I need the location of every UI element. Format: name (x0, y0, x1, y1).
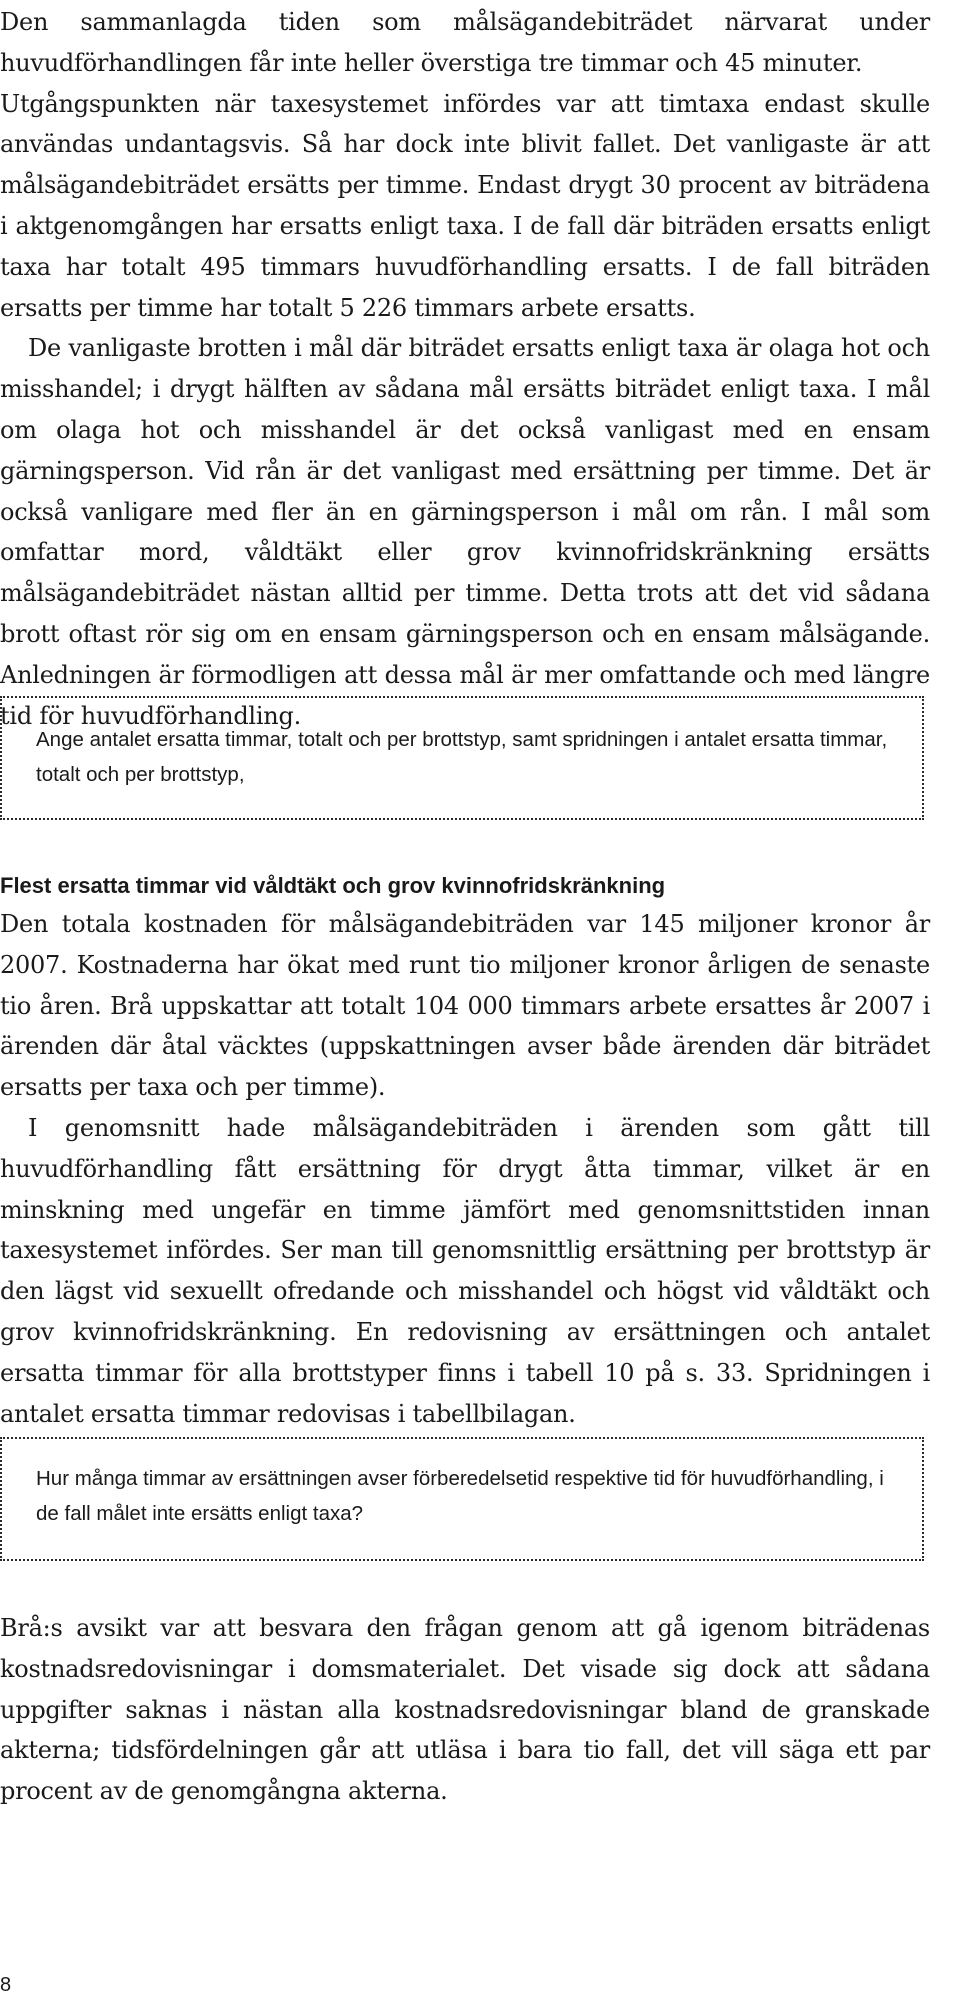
conclusion-text-block (0, 1608, 930, 1812)
paragraph-total-cost: Den totala kostnaden för målsägandebiträden var 145 miljoner kronor år 2007. Kostnaderna har ökat med runt tio miljoner kronor årligen de senaste tio åren. Brå uppskattar att totalt 104 000 timmars arbete ersattes år 2007 i ärenden där åtal väcktes (uppskattningen avser både ärenden där biträdet ersatts per taxa och per timme). (0, 910, 930, 1102)
paragraph-cost-reports: Brå:s avsikt var att besvara den frågan genom att gå igenom biträdenas kostnadsredovisningar i domsmaterialet. Det visade sig dock att sådana uppgifter saknas i nästan alla kostnadsredovisningar bland de granskade akterna; tidsfördelningen går att utläsa i bara tio fall, det vill säga ett par procent av de genomgångna akterna. (0, 1614, 930, 1806)
intro-text-block (0, 2, 930, 736)
question-text-hours: Ange antalet ersatta timmar, totalt och per brottstyp, samt spridningen i antalet ersatta timmar, totalt och per brottstyp, (36, 728, 888, 786)
paragraph-crime-types: De vanligaste brotten i mål där biträdet ersatts enligt taxa är olaga hot och misshandel; i drygt hälften av sådana mål ersätts biträdet enligt taxa. I mål om olaga hot och misshandel är det också vanligast med en ensam gärningsperson. Vid rån är det vanligast med ersättning per timme. Det är också vanligare med fler än en gärningsperson i mål om rån. I mål som omfattar mord, våldtäkt eller grov kvinnofridskränkning ersätts målsägandebiträdet nästan alltid per timme. Detta trots att det vid sådana brott oftast rör sig om en ensam gärningsperson och en ensam målsägande. Anledningen är förmodligen att dessa mål är mer omfattande och med längre tid för huvudförhandling. (0, 334, 930, 730)
question-box-hours (0, 696, 924, 820)
paragraph-duration-limit: Den sammanlagda tiden som målsägandebiträdet närvarat under huvudförhandlingen får inte heller överstiga tre timmar och 45 minuter. (0, 8, 930, 77)
cost-text-block (0, 904, 930, 1434)
question-box-preparation (0, 1437, 924, 1561)
section-heading: Flest ersatta timmar vid våldtäkt och grov kvinnofridskränkning (0, 873, 666, 898)
paragraph-hourly-rate: Utgångspunkten när taxesystemet infördes var att timtaxa endast skulle användas undantagsvis. Så har dock inte blivit fallet. Det vanligaste är att målsägandebiträdet ersätts per timme. Endast drygt 30 procent av biträdena i aktgenomgången har ersatts enligt taxa. I de fall där biträden ersatts enligt taxa har totalt 495 timmars huvudförhandling ersatts. I de fall biträden ersatts per timme har totalt 5 226 timmars arbete ersatts. (0, 89, 930, 322)
page-number: 8 (0, 1974, 12, 1996)
paragraph-average-hours: I genomsnitt hade målsägandebiträden i ärenden som gått till huvudförhandling fått ersättning för drygt åtta timmar, vilket är en minskning med ungefär en timme jämfört med genomsnittstiden innan taxesystemet infördes. Ser man till genomsnittlig ersättning per brottstyp är den lägst vid sexuellt ofredande och misshandel och högst vid våldtäkt och grov kvinnofridskränkning. En redovisning av ersättningen och antalet ersatta timmar för alla brottstyper finns i tabell 10 på s. 33. Spridningen i antalet ersatta timmar redovisas i tabellbilagan. (0, 1113, 930, 1428)
question-text-preparation: Hur många timmar av ersättningen avser förberedelsetid respektive tid för huvudförhandling, i de fall målet inte ersätts enligt taxa? (36, 1467, 884, 1525)
